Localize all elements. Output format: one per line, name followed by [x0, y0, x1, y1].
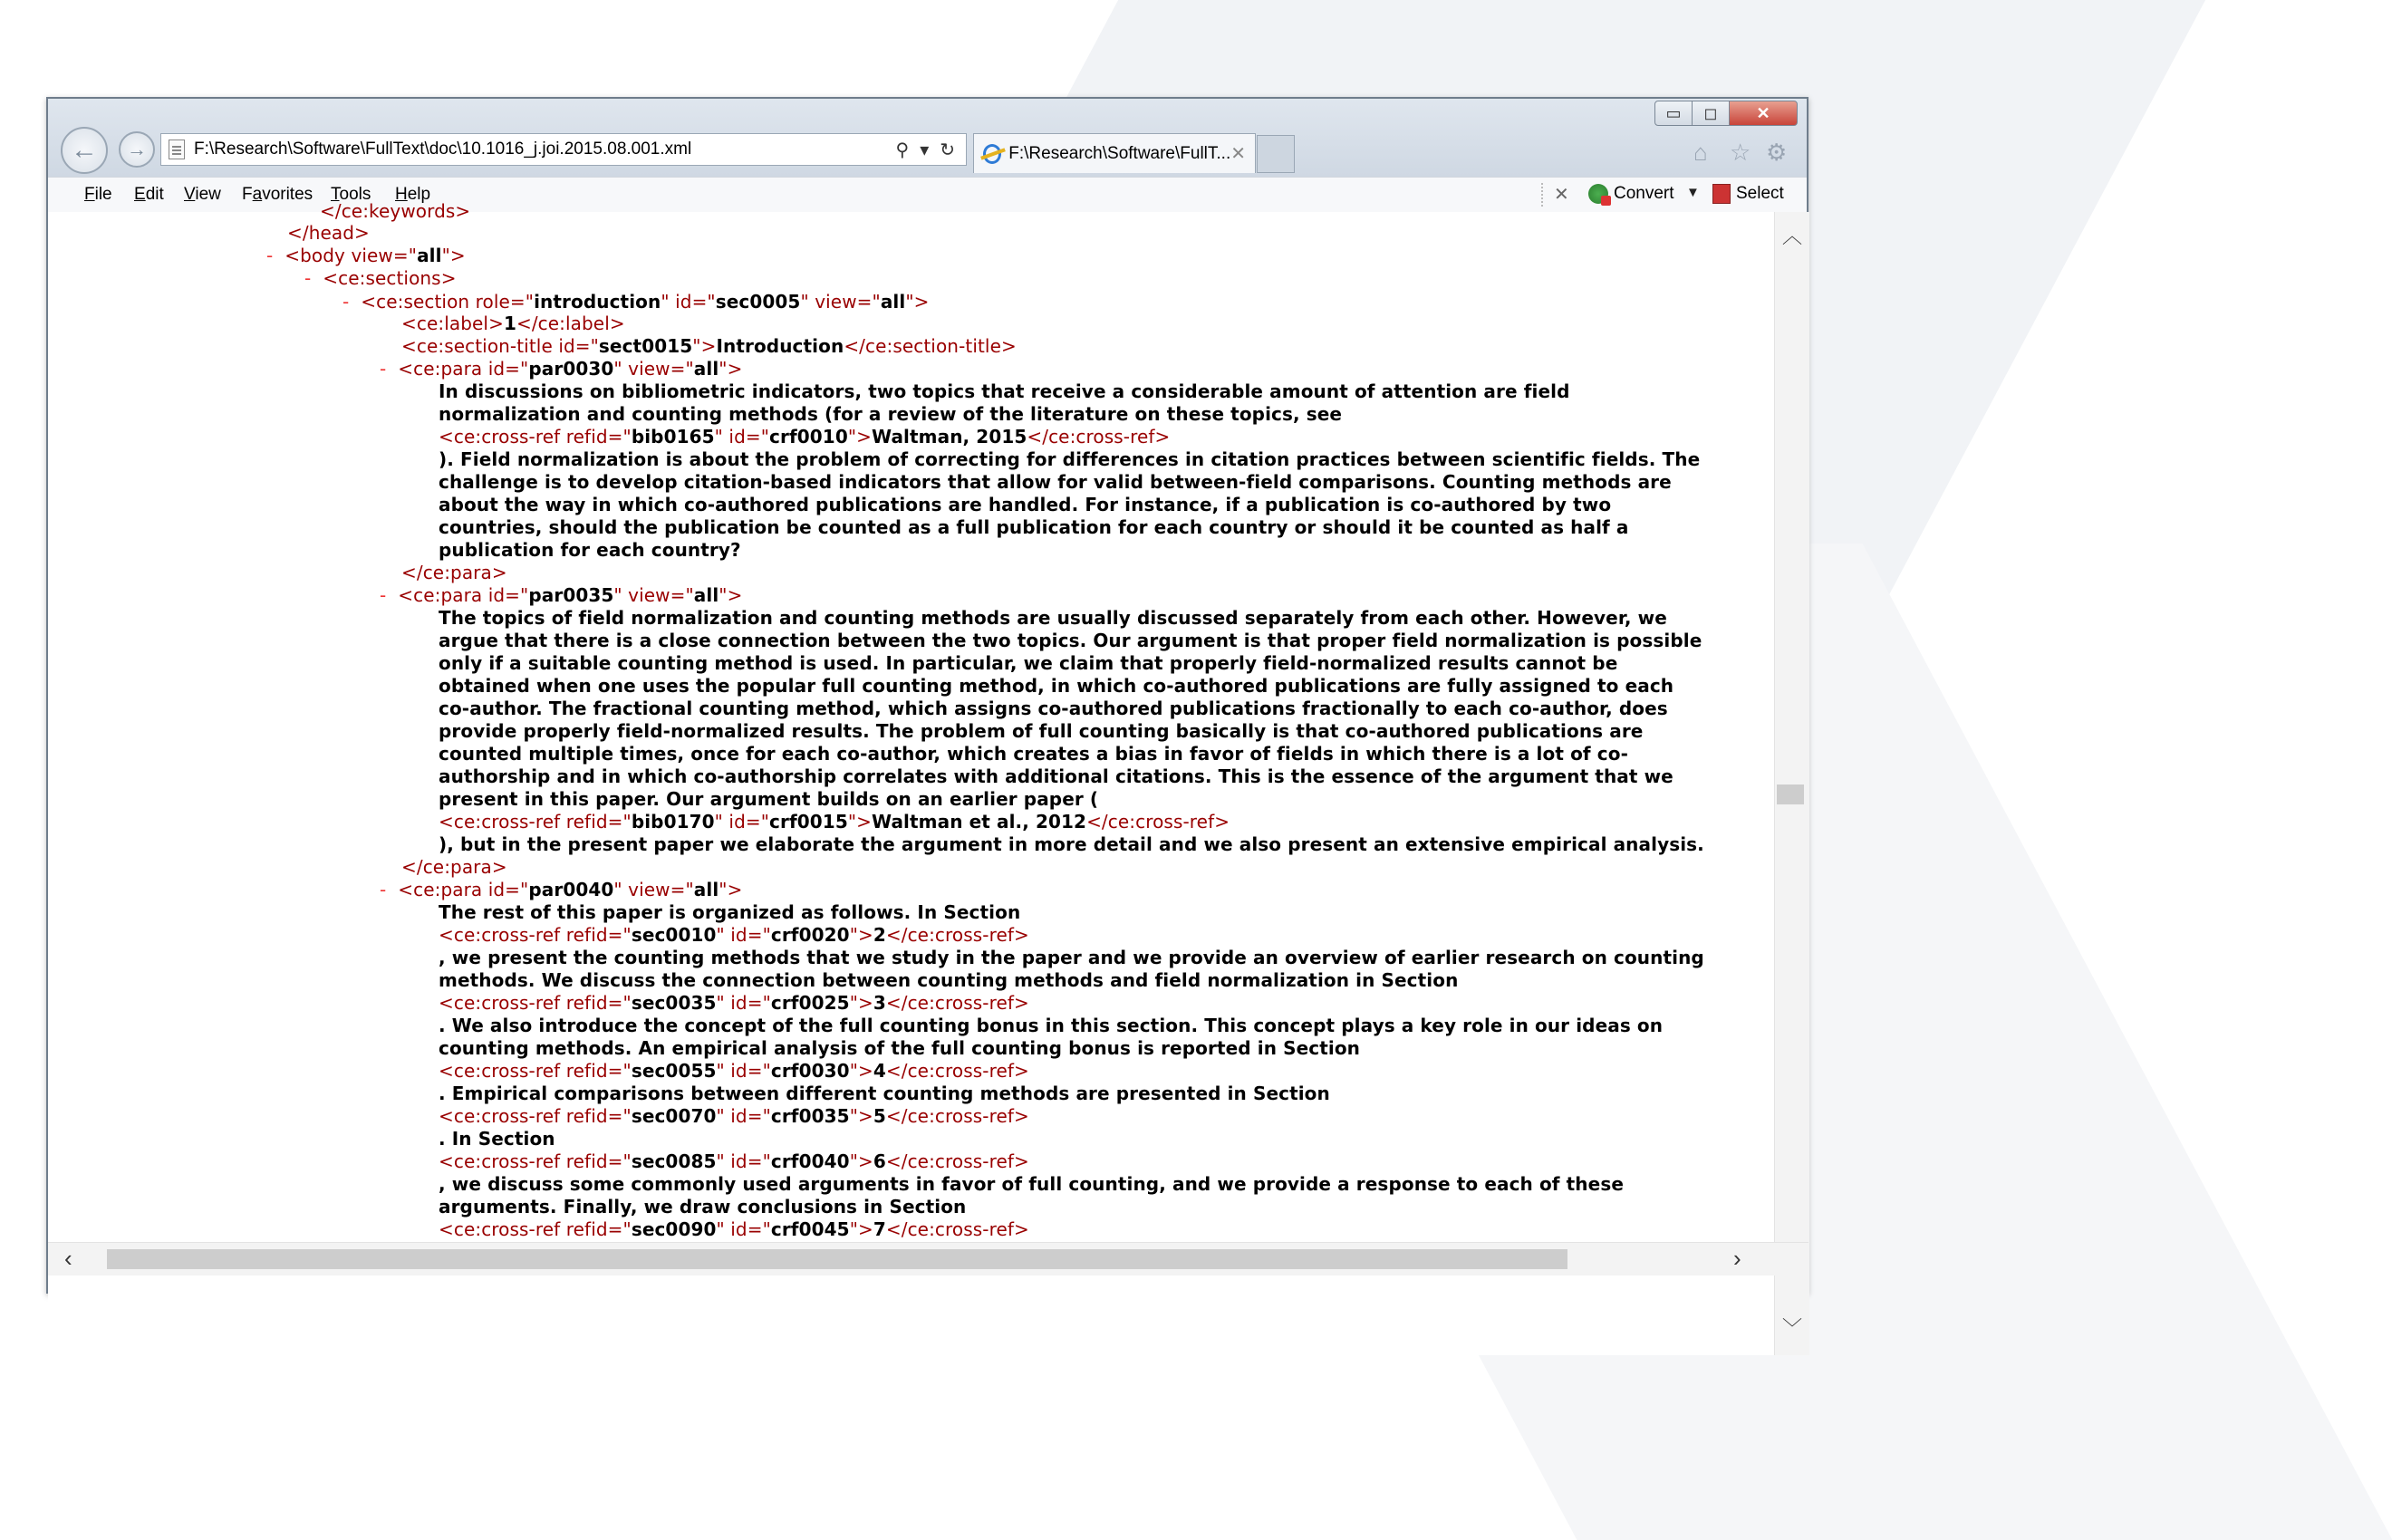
xml-tag: <ce:para [398, 584, 488, 606]
menu-tools-label: ools [339, 185, 371, 204]
xml-attr: refid=" [565, 1060, 632, 1082]
xml-text-line: ). Field normalization is about the problem of correcting for differences in citation practices between scientific fields. The [439, 448, 1701, 470]
browser-window [46, 97, 1808, 1340]
xml-tag: "> [905, 291, 930, 313]
tab-title: F:\Research\Software\FullT... [1008, 143, 1231, 163]
menu-file[interactable] [84, 185, 112, 205]
xml-text-line: . We also introduce the concept of the full counting bonus in this section. This concept plays a key role in our ideas on [439, 1015, 1664, 1036]
xml-text-line: The topics of field normalization and counting methods are usually discussed separately from each other. However, we [439, 607, 1667, 629]
xml-attr-value: crf0040 [770, 1150, 850, 1172]
xml-tag: </ce:cross-ref> [885, 1150, 1029, 1172]
xml-tag: <ce:section [361, 291, 476, 313]
xml-attr: " view=" [613, 358, 694, 380]
xml-tag: </ce:cross-ref> [885, 1218, 1029, 1240]
xml-line [439, 924, 1029, 947]
xml-line [439, 811, 1230, 833]
xml-tag: </ce:section-title> [844, 335, 1017, 357]
favorites-star-icon[interactable]: ☆ [1730, 139, 1751, 166]
tab-close-icon[interactable]: ✕ [1230, 144, 1246, 164]
xml-text: Introduction [716, 335, 844, 357]
xml-tag: </ce:cross-ref> [885, 992, 1029, 1014]
xml-tag: </ce:cross-ref> [885, 1060, 1029, 1082]
xml-text: 1 [503, 313, 516, 334]
menu-favorites-pre: F [242, 185, 253, 204]
xml-text-line: present in this paper. Our argument builds on an earlier paper ( [439, 788, 1099, 810]
home-icon[interactable]: ⌂ [1693, 139, 1708, 166]
title-bar [48, 99, 1807, 177]
menu-view-accel: V [184, 185, 196, 204]
xml-tag: "> [719, 358, 743, 380]
xml-attr: " id=" [716, 1060, 771, 1082]
collapse-toggle[interactable]: - [380, 879, 387, 900]
xml-attr-value: sec0035 [631, 992, 717, 1014]
xml-text-line: provide properly field-normalized results. The problem of full counting basically is that co-authored publications are [439, 720, 1644, 742]
xml-tag: <ce:cross-ref [439, 426, 566, 448]
collapse-toggle[interactable]: - [266, 245, 274, 266]
xml-tag: <ce:section-title [401, 335, 559, 357]
xml-attr-value: all [417, 245, 442, 266]
pdf-select-icon [1712, 184, 1731, 204]
collapse-toggle[interactable]: - [304, 267, 312, 289]
xml-text: 3 [873, 992, 886, 1014]
xml-text-line: The rest of this paper is organized as follows. In Section [439, 901, 1021, 923]
vertical-scroll-thumb[interactable] [1777, 784, 1804, 804]
xml-attr: " view=" [613, 584, 694, 606]
search-icon[interactable]: ⚲ [895, 140, 910, 160]
close-toolbar-icon[interactable]: ✕ [1554, 185, 1569, 205]
xml-text-line: . Empirical comparisons between different counting methods are presented in Section [439, 1083, 1330, 1104]
new-tab-button[interactable] [1257, 135, 1295, 173]
menu-edit-accel: E [134, 185, 146, 204]
toolbar-separator [1541, 183, 1545, 207]
xml-attr-value: crf0025 [770, 992, 850, 1014]
xml-line [304, 267, 457, 290]
xml-attr: id=" [487, 879, 529, 900]
xml-attr-value: crf0010 [769, 426, 848, 448]
menu-favorites-accel: a [252, 185, 263, 204]
xml-attr-value: introduction [534, 291, 661, 313]
minimize-button[interactable]: ▭ [1654, 101, 1693, 126]
xml-line [401, 313, 625, 335]
xml-tag: </ce:cross-ref> [885, 924, 1029, 946]
xml-attr-value: sec0090 [631, 1218, 717, 1240]
xml-text-line: authorship and in which co-authorship correlates with additional citations. This is the essence of the argument that we [439, 765, 1673, 787]
xml-attr: refid=" [565, 426, 632, 448]
menu-favorites[interactable] [242, 185, 313, 205]
xml-attr-value: sec0070 [631, 1105, 717, 1127]
menu-file-accel: F [84, 185, 95, 204]
gear-icon[interactable]: ⚙ [1766, 139, 1788, 166]
xml-tag: <body [285, 245, 352, 266]
xml-text: 7 [873, 1218, 886, 1240]
xml-attr: role=" [475, 291, 535, 313]
xml-tag: </ce:para> [401, 856, 507, 878]
xml-tag: "> [719, 879, 743, 900]
xml-line [401, 856, 507, 879]
back-button[interactable] [61, 127, 108, 174]
dropdown-arrow-icon[interactable]: ▾ [920, 140, 930, 160]
arrow-right-icon: → [127, 138, 147, 160]
menu-favorites-label: vorites [262, 185, 313, 204]
scroll-down-icon[interactable]: ﹀ [1782, 1317, 1803, 1340]
menu-help-label: elp [407, 185, 431, 204]
xml-attr: view=" [351, 245, 418, 266]
xml-attr-value: bib0170 [631, 811, 715, 833]
xml-text-line: . In Section [439, 1128, 555, 1150]
xml-text: Waltman, 2015 [872, 426, 1027, 448]
menu-view[interactable] [184, 185, 221, 205]
xml-attr: " id=" [716, 992, 771, 1014]
xml-tag: <ce:cross-ref [439, 1150, 566, 1172]
select-label: Select [1736, 184, 1784, 203]
xml-attr-value: crf0045 [770, 1218, 850, 1240]
xml-tag: "> [849, 992, 873, 1014]
xml-attr-value: sec0010 [631, 924, 717, 946]
xml-text-line: about the way in which co-authored publications are handled. For instance, if a publication is co-authored by two [439, 494, 1612, 515]
xml-attr: " id=" [716, 1150, 771, 1172]
xml-line [401, 335, 1017, 358]
xml-attr-value: all [693, 358, 719, 380]
menu-file-label: ile [94, 185, 112, 204]
xml-line [380, 879, 742, 901]
xml-tag: </ce:label> [516, 313, 625, 334]
forward-button[interactable] [119, 131, 155, 168]
xml-text-line: only if a suitable counting method is used. In particular, we claim that properly field-normalized results cannot be [439, 652, 1618, 674]
xml-tag: </ce:cross-ref> [885, 1105, 1029, 1127]
xml-text-line: obtained when one uses the popular full counting method, in which co-authored publications are fully assigned to each [439, 675, 1674, 697]
xml-line [380, 584, 742, 607]
xml-text-line: ), but in the present paper we elaborate the argument in more detail and we also present an extensive empirical analysis. [439, 833, 1704, 855]
select-button[interactable] [1712, 184, 1784, 204]
xml-line [342, 291, 930, 313]
xml-line [439, 1150, 1029, 1173]
xml-line [401, 562, 507, 584]
xml-attr: " id=" [716, 1105, 771, 1127]
xml-attr-value: sec0055 [631, 1060, 717, 1082]
xml-attr-value: sec0085 [631, 1150, 717, 1172]
xml-attr: id=" [558, 335, 599, 357]
close-window-button[interactable]: ✕ [1729, 101, 1798, 126]
xml-text-line: , we discuss some commonly used arguments in favor of full counting, and we provide a response to each of these [439, 1173, 1624, 1195]
xml-tag: <ce:cross-ref [439, 1218, 566, 1240]
menu-edit-label: dit [145, 185, 164, 204]
xml-tag: </ce:cross-ref> [1027, 426, 1171, 448]
maximize-button[interactable]: ◻ [1692, 101, 1730, 126]
horizontal-scroll-thumb[interactable] [107, 1249, 1567, 1269]
xml-attr-value: bib0165 [631, 426, 715, 448]
xml-tag: <ce:cross-ref [439, 1105, 566, 1127]
xml-text-line: counted multiple times, once for each co-author, which creates a bias in favor of fields in which there is a lot of co- [439, 743, 1628, 765]
xml-attr: " id=" [716, 1218, 771, 1240]
xml-document-view [48, 200, 1774, 1355]
xml-tag: </ce:para> [401, 562, 507, 583]
xml-line [287, 222, 370, 245]
xml-attr: " id=" [661, 291, 716, 313]
menu-tools-accel: T [331, 185, 340, 204]
xml-tag: <ce:label> [401, 313, 504, 334]
horizontal-scrollbar[interactable] [48, 1242, 1808, 1275]
menu-help-accel: H [395, 185, 408, 204]
xml-line [266, 245, 466, 267]
xml-tag: "> [847, 426, 873, 448]
xml-attr: refid=" [565, 1105, 632, 1127]
xml-line [439, 1218, 1029, 1241]
menu-bar [48, 177, 1807, 213]
menu-edit[interactable] [134, 185, 164, 205]
xml-tag: </ce:cross-ref> [1086, 811, 1230, 833]
xml-text-line: publication for each country? [439, 539, 741, 561]
xml-text-line: normalization and counting methods (for a review of the literature on these topics, see [439, 403, 1343, 425]
tab-active[interactable] [973, 133, 1256, 173]
xml-attr-value: all [693, 584, 719, 606]
collapse-toggle[interactable]: - [380, 358, 387, 380]
xml-line [380, 358, 742, 380]
xml-text-line: counting methods. An empirical analysis of the full counting bonus is reported in Section [439, 1037, 1361, 1059]
xml-attr: " id=" [714, 811, 770, 833]
xml-text: 5 [873, 1105, 886, 1127]
xml-text-line: methods. We discuss the connection between counting methods and field normalization in Section [439, 969, 1459, 991]
xml-attr: id=" [487, 584, 529, 606]
xml-text: Waltman et al., 2012 [872, 811, 1087, 833]
convert-dropdown-icon[interactable]: ▼ [1686, 185, 1700, 200]
arrow-left-icon: ← [71, 135, 98, 165]
xml-tag: "> [719, 584, 743, 606]
page-icon [169, 140, 185, 159]
xml-attr-value: par0030 [528, 358, 614, 380]
xml-tag: "> [692, 335, 717, 357]
xml-tag: </head> [287, 222, 370, 244]
xml-text: 6 [873, 1150, 886, 1172]
ie-logo-icon [983, 144, 1001, 164]
convert-icon [1588, 184, 1608, 204]
xml-tag: <ce:sections> [323, 267, 457, 289]
xml-attr-value: sect0015 [598, 335, 693, 357]
convert-button[interactable] [1588, 184, 1674, 204]
xml-attr-value: crf0030 [770, 1060, 850, 1082]
scroll-up-icon[interactable]: ︿ [1782, 225, 1803, 247]
xml-attr-value: par0040 [528, 879, 614, 900]
xml-text: 4 [873, 1060, 886, 1082]
xml-text-line: In discussions on bibliometric indicators, two topics that receive a considerable amount of attention are field [439, 380, 1570, 402]
xml-tag: "> [847, 811, 873, 833]
xml-text-line: argue that there is a close connection between the two topics. Our argument is that proper field normalization is possible [439, 630, 1702, 651]
xml-tag: <ce:para [398, 358, 488, 380]
address-url[interactable]: F:\Research\Software\FullText\doc\10.1016_j.joi.2015.08.001.xml [194, 140, 692, 159]
xml-attr: refid=" [565, 811, 632, 833]
xml-line [320, 200, 470, 223]
vertical-scrollbar[interactable] [1774, 212, 1809, 1355]
xml-attr: refid=" [565, 924, 632, 946]
xml-attr-value: crf0015 [769, 811, 848, 833]
xml-attr-value: par0035 [528, 584, 614, 606]
xml-attr: refid=" [565, 1218, 632, 1240]
xml-line [439, 992, 1029, 1015]
collapse-toggle[interactable]: - [342, 291, 350, 313]
xml-text-line: co-author. The fractional counting method, which assigns co-authored publications fractionally to each co-author, does [439, 698, 1668, 719]
xml-line [439, 426, 1170, 448]
xml-tag: "> [849, 1218, 873, 1240]
xml-line [439, 1105, 1029, 1128]
xml-tag: "> [849, 1060, 873, 1082]
xml-tag: <ce:para [398, 879, 488, 900]
xml-line [439, 1060, 1029, 1083]
convert-label: Convert [1614, 184, 1674, 203]
menu-view-label: iew [195, 185, 221, 204]
xml-tag: "> [441, 245, 466, 266]
xml-attr-value: all [880, 291, 906, 313]
xml-tag: <ce:cross-ref [439, 992, 566, 1014]
xml-tag: "> [849, 1105, 873, 1127]
xml-attr: " view=" [613, 879, 694, 900]
xml-tag: <ce:cross-ref [439, 1060, 566, 1082]
xml-attr: refid=" [565, 992, 632, 1014]
xml-text-line: arguments. Finally, we draw conclusions in Section [439, 1196, 967, 1218]
xml-attr: refid=" [565, 1150, 632, 1172]
address-bar[interactable] [160, 133, 967, 166]
xml-attr-value: crf0020 [770, 924, 850, 946]
xml-attr: " view=" [800, 291, 881, 313]
xml-tag: "> [849, 924, 873, 946]
scroll-right-icon[interactable]: › [1733, 1245, 1741, 1272]
xml-tag: "> [849, 1150, 873, 1172]
xml-tag: <ce:cross-ref [439, 924, 566, 946]
xml-attr-value: sec0005 [715, 291, 801, 313]
xml-tag: <ce:cross-ref [439, 811, 566, 833]
refresh-icon[interactable]: ↻ [940, 140, 955, 160]
xml-text-line: countries, should the publication be counted as a full publication for each country or should it be counted as half a [439, 516, 1629, 538]
xml-attr-value: all [693, 879, 719, 900]
xml-text: 2 [873, 924, 886, 946]
xml-attr: " id=" [714, 426, 770, 448]
scroll-left-icon[interactable]: ‹ [64, 1245, 72, 1272]
xml-text-line: , we present the counting methods that we study in the paper and we provide an overview of earlier research on counting [439, 947, 1704, 968]
xml-attr: " id=" [716, 924, 771, 946]
xml-tag: </ce:keywords> [320, 200, 471, 222]
xml-text-line: challenge is to develop citation-based indicators that allow for valid between-field comparisons. Counting methods are [439, 471, 1672, 493]
xml-attr: id=" [487, 358, 529, 380]
xml-attr-value: crf0035 [770, 1105, 850, 1127]
collapse-toggle[interactable]: - [380, 584, 387, 606]
